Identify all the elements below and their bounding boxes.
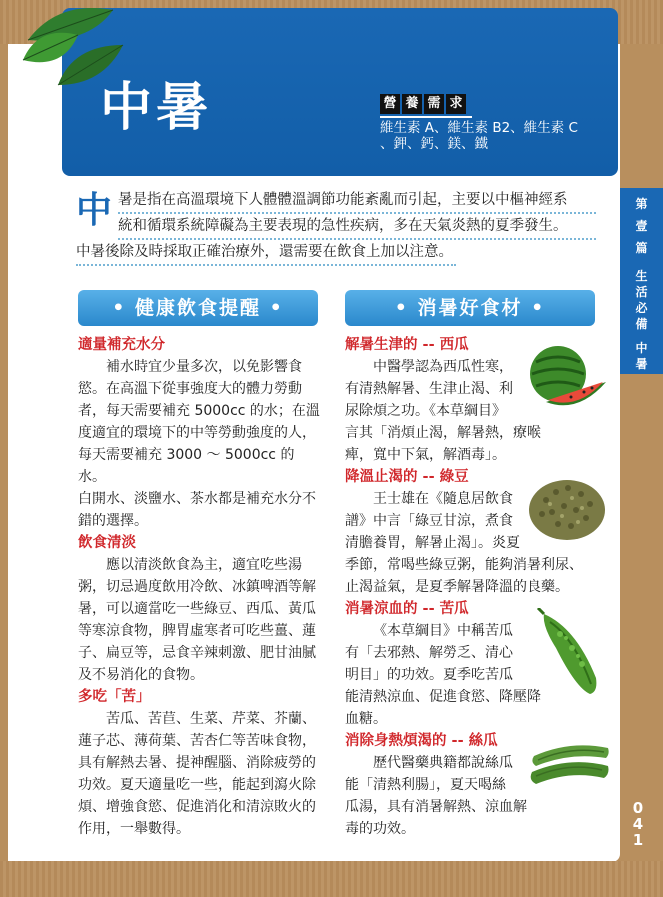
tab-char: 第 [635, 197, 648, 211]
section-line: 能「清熱利腸」，夏天喝絲 [345, 777, 506, 793]
page-title: 中暑 [100, 77, 213, 138]
nutrition-label-char: 需 [424, 94, 444, 114]
section-line: 尿除煩之功。《本草綱目》 [345, 403, 506, 419]
section-tab [620, 188, 663, 338]
right-column-heading: • 消暑好食材 • [345, 290, 595, 326]
section-line: 補水時宜少量多次，以免影響食 [106, 359, 302, 375]
section-line: 具有解熱去暑、提神醒腦、消除疲勞的 [78, 755, 316, 771]
intro-line-1: 暑是指在高溫環境下人體體溫調節功能紊亂而引起，主要以中樞神經系 [118, 188, 596, 214]
bitter-melon-image [536, 608, 606, 698]
section-line: 等寒涼食物，脾胃虛寒者可吃些薑、蓮 [78, 623, 316, 639]
tab-char: 暑 [635, 357, 648, 371]
intro-line-3: 中暑後除及時採取正確治療外，還需要在飲食上加以注意。 [76, 240, 456, 266]
nutrition-text: 維生素 A、維生素 B2、維生素 C 、鉀、鈣、鎂、鐵 [380, 120, 578, 152]
mung-bean-image [526, 470, 608, 546]
chapter-tab-label [620, 340, 663, 372]
page-number-digit: 0 [632, 799, 644, 817]
bottom-border [0, 861, 663, 897]
section-title: 消暑涼血的 -- 苦瓜 [345, 601, 469, 617]
section-line: 子、扁豆等，忌食辛辣刺激、肥甘油膩 [78, 645, 316, 661]
nutrition-label-char: 營 [380, 94, 400, 114]
section-line: 瓜湯，具有消暑解熱、涼血解 [345, 799, 527, 815]
tab-char: 活 [635, 285, 648, 299]
section-line: 譜》中言「綠豆甘涼，煮食 [345, 513, 513, 529]
nutrition-label-char: 求 [446, 94, 466, 114]
tab-char: 壹 [635, 219, 648, 233]
section-line: 季節，常喝些綠豆粥，能夠消暑利尿、 [345, 557, 583, 573]
section-title: 多吃「苦」 [78, 689, 151, 705]
page-number-digit: 4 [632, 815, 644, 833]
intro-line-2: 統和循環系統障礙為主要表現的急性疾病，多在天氣炎熱的夏季發生。 [118, 214, 596, 240]
section-line: 度適宜的環境下的中等勞動強度的人， [78, 425, 316, 441]
section-line: 言其「消煩止渴，解暑熱，療喉 [345, 425, 541, 441]
tab-char: 備 [635, 317, 648, 331]
section-line: 《本草綱目》中稱苦瓜 [373, 623, 513, 639]
tab-char: 必 [635, 301, 648, 315]
page-number [626, 800, 650, 848]
section-line: 每天需要補充 3000 ～ 5000cc 的水。 [78, 447, 295, 485]
section-title: 適量補充水分 [78, 337, 165, 353]
section-line: 及不易消化的食物。 [78, 667, 204, 683]
section-line: 粥，切忌過度飲用冷飲、冰鎮啤酒等解 [78, 579, 316, 595]
section-line: 功效。夏天適量吃一些，能起到瀉火除 [78, 777, 316, 793]
section-line: 有清熱解暑、生津止渴、利 [345, 381, 513, 397]
section-line: 王士雄在《隨息居飲食 [373, 491, 513, 507]
section-title: 消除身熱煩渴的 -- 絲瓜 [345, 733, 498, 749]
watermelon-image [526, 342, 608, 418]
section-line: 白開水、淡鹽水、茶水都是補充水分不 [78, 491, 316, 507]
section-line: 能清熱涼血、促進食慾、降壓降 [345, 689, 541, 705]
section-line: 作用，一舉數得。 [78, 821, 190, 837]
section-line: 蓮子芯、薄荷葉、苦杏仁等苦味食物， [78, 733, 316, 749]
side-strip [620, 44, 663, 862]
page-number-digit: 1 [632, 831, 644, 849]
section-line: 歷代醫藥典籍都說絲瓜 [373, 755, 513, 771]
section-line: 慾。在高溫下從事強度大的體力勞動 [78, 381, 302, 397]
tab-char: 篇 [635, 241, 648, 255]
tab-char: 生 [635, 269, 648, 283]
section-line: 痺，寬中下氣，解酒毒」。 [345, 447, 506, 463]
section-title: 降溫止渴的 -- 綠豆 [345, 469, 469, 485]
section-line: 有「去邪熱、解勞乏、清心 [345, 645, 513, 661]
nutrition-label [380, 94, 466, 114]
section-line: 毒的功效。 [345, 821, 415, 837]
loofah-image [530, 738, 610, 788]
nutrition-underline [380, 116, 472, 118]
drop-cap: 中 [76, 189, 113, 231]
section-line: 暑，可以適當吃一些綠豆、西瓜、黃瓜 [78, 601, 316, 617]
section-line: 止渴益氣，是夏季解暑降溫的良藥。 [345, 579, 569, 595]
section-line: 應以清淡飲食為主，適宜吃些湯 [106, 557, 302, 573]
nutrition-label-char: 養 [402, 94, 422, 114]
section-line: 苦瓜、苦苣、生菜、芹菜、芥蘭、 [106, 711, 316, 727]
section-title: 飲食清淡 [78, 535, 136, 551]
section-line: 清膽養胃，解暑止渴」。炎夏 [345, 535, 520, 551]
section-line: 錯的選擇。 [78, 513, 148, 529]
section-title: 解暑生津的 -- 西瓜 [345, 337, 469, 353]
left-column [78, 334, 322, 840]
section-line: 明目」的功效。夏季吃苦瓜 [345, 667, 513, 683]
section-line: 煩、增強食慾、促進消化和清涼敗火的 [78, 799, 316, 815]
tab-char: 中 [635, 341, 648, 355]
section-line: 血糖。 [345, 711, 387, 727]
left-column-heading: • 健康飲食提醒 • [78, 290, 318, 326]
section-line: 者，每天需要補充 5000cc 的水；在溫 [78, 403, 320, 419]
section-line: 中醫學認為西瓜性寒， [373, 359, 513, 375]
